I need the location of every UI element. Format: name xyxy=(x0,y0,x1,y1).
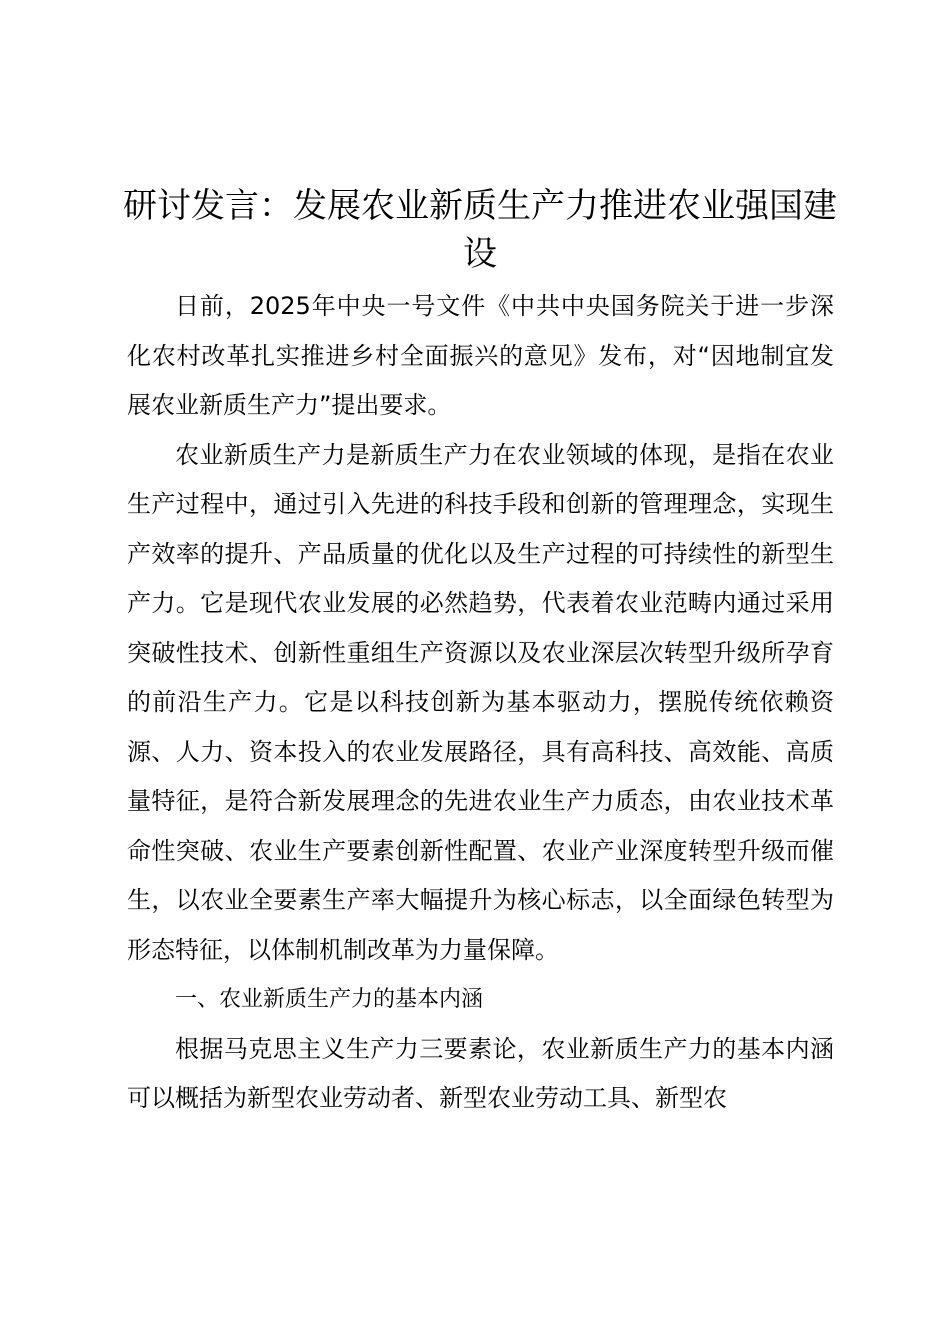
paragraph-definition: 农业新质生产力是新质生产力在农业领域的体现，是指在农业生产过程中，通过引入先进的科技手段和创新的管理理念，实现生产效率的提升、产品质量的优化以及生产过程的可持续性的新型生产力。它是现代农业发展的必然趋势，代表着农业范畴内通过采用突破性技术、创新性重组生产资源以及农业深层次转型升级所孕育的前沿生产力。它是以科技创新为基本驱动力，摆脱传统依赖资源、人力、资本投入的农业发展路径，具有高科技、高效能、高质量特征，是符合新发展理念的先进农业生产力质态，由农业技术革命性突破、农业生产要素创新性配置、农业产业深度转型升级而催生，以农业全要素生产率大幅提升为核心标志，以全面绿色转型为形态特征，以体制机制改革为力量保障。 xyxy=(127,440,834,964)
paragraph-intro: 日前，2025年中央一号文件《中共中央国务院关于进一步深化农村改革扎实推进乡村全面振兴的意见》发布，对“因地制宜发展农业新质生产力”提出要求。 xyxy=(127,292,834,419)
document-body xyxy=(127,282,834,1124)
paragraph-section-body: 根据马克思主义生产力三要素论，农业新质生产力的基本内涵可以概括为新型农业劳动者、新型农业劳动工具、新型农 xyxy=(127,1034,834,1112)
document-title: 研讨发言：发展农业新质生产力推进农业强国建设 xyxy=(123,186,837,274)
section-heading: 一、农业新质生产力的基本内涵 xyxy=(175,987,484,1012)
